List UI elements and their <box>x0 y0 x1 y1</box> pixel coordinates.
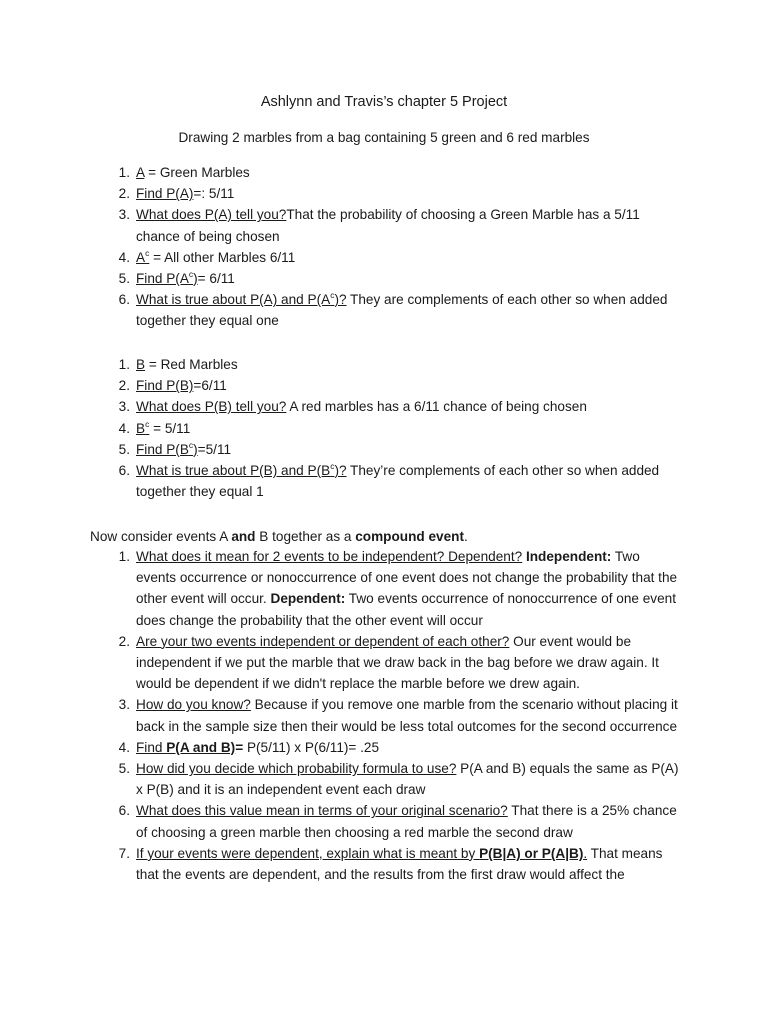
question-text-part: What is true about P(A) and P(A <box>136 292 331 308</box>
question-text-part: ) <box>193 441 198 457</box>
intro-text: B together as a <box>255 529 356 544</box>
question-text: What does it mean for 2 events to be independent? Dependent? <box>136 549 523 564</box>
list-number: 4. <box>118 249 130 265</box>
answer-text: = Green Marbles <box>144 165 250 180</box>
list-item <box>110 737 680 758</box>
question-text-part: B <box>136 420 146 436</box>
list-number: 6. <box>118 292 130 308</box>
document-subtitle: Drawing 2 marbles from a bag containing 5 green and 6 red marbles <box>178 130 590 145</box>
answer-text: P(A and B) equals the same as P(A) x P(B) and it is an independent event each draw <box>136 761 679 798</box>
list-item <box>110 354 680 375</box>
equals-sign: = <box>235 739 244 755</box>
answer-text: Because if you remove one marble from the scenario without placing it back in the sample size then their would be less total outcomes for the second occurrence <box>136 697 678 734</box>
answer-text: = 6/11 <box>197 271 235 287</box>
list-number: 6. <box>118 463 130 479</box>
answer-text: Two events occurrence or nonoccurrence of one event does not change the probability that the other event will occur. <box>136 549 678 607</box>
document-title: Ashlynn and Travis’s chapter 5 Project <box>260 94 508 110</box>
list-item <box>110 800 680 842</box>
answer-text: = 5/11 <box>149 420 191 436</box>
question-text-part: . <box>583 845 588 861</box>
complement-superscript: c <box>188 269 194 280</box>
answer-text: They’re complements of each other so when added together they equal 1 <box>136 463 660 500</box>
question-bold-text: P(B|A) or P(A|B) <box>479 845 584 861</box>
answer-text: = Red Marbles <box>145 357 238 372</box>
complement-superscript: c <box>330 461 335 472</box>
answer-text: That the probability of choosing a Green Marble has a 5/11 chance of being chosen <box>136 207 640 244</box>
list-item <box>110 439 680 460</box>
term-label: Dependent: <box>270 591 346 607</box>
term-label: Independent: <box>522 549 612 564</box>
list-number: 6. <box>118 803 130 819</box>
question-text-part: Find <box>136 739 167 755</box>
answer-text: That means that the events are dependent, and the results from the first draw would affect the <box>136 845 663 883</box>
list-number: 1. <box>118 357 130 372</box>
list-number: 4. <box>118 739 130 755</box>
answer-text: =5/11 <box>197 441 232 457</box>
list-item <box>110 418 680 439</box>
list-number: 2. <box>118 378 130 394</box>
complement-superscript: c <box>145 247 150 258</box>
answer-text: Our event would be independent if we put the marble that we draw back in the bag before we draw again. It would be dependent if we didn't replace the marble before we drew again. <box>136 633 659 692</box>
list-number: 2. <box>118 186 130 202</box>
question-text <box>136 846 587 861</box>
intro-bold-text: compound event <box>355 529 464 544</box>
question-text: A <box>136 165 145 180</box>
answer-text: That there is a 25% chance of choosing a green marble then choosing a red marble the second draw <box>136 803 677 840</box>
list-number: 7. <box>118 845 130 861</box>
question-text: What does P(A) tell you? <box>136 207 287 223</box>
answer-text: Two events occurrence of nonoccurrence of one event does change the probability that the other event will occur <box>136 591 676 628</box>
question-text <box>136 247 150 265</box>
question-text <box>136 271 198 286</box>
complement-superscript: c <box>330 290 335 301</box>
question-text: Find P(B) <box>136 378 194 394</box>
list-item <box>110 843 680 885</box>
answer-text: = All other Marbles 6/11 <box>149 249 296 265</box>
question-text-part: What is true about P(B) and P(B <box>136 463 331 479</box>
list-item <box>110 460 680 502</box>
question-text: Are your two events independent or dependent of each other? <box>136 633 510 649</box>
list-item <box>110 631 680 695</box>
complement-superscript: c <box>145 418 150 429</box>
question-text-part: If your events were dependent, explain what is meant by <box>136 845 480 861</box>
list-item <box>110 204 680 246</box>
question-text: What does P(B) tell you? <box>136 399 287 415</box>
question-text: What does this value mean in terms of your original scenario? <box>136 803 508 819</box>
question-text: How did you decide which probability formula to use? <box>136 761 457 777</box>
question-text: How do you know? <box>136 697 251 713</box>
question-text <box>136 439 198 457</box>
list-item <box>110 758 680 800</box>
question-text-part: Find P(B <box>136 441 189 457</box>
list-number: 2. <box>118 633 130 649</box>
intro-text: Now consider events A <box>90 529 232 544</box>
list-number: 4. <box>118 420 130 436</box>
answer-text: =6/11 <box>193 378 227 394</box>
list-number: 3. <box>118 399 130 415</box>
intro-bold-text: and <box>231 529 256 544</box>
list-item <box>110 268 680 289</box>
list-item <box>110 289 680 331</box>
compound-event-intro <box>90 526 468 547</box>
list-item <box>110 183 680 204</box>
question-text-part: ) <box>193 271 198 287</box>
answer-text: P(5/11) x P(6/11)= .25 <box>243 739 380 755</box>
list-number: 3. <box>118 697 130 713</box>
event-a-list <box>110 162 680 332</box>
answer-text: =: 5/11 <box>193 186 235 202</box>
list-number: 1. <box>118 549 130 564</box>
answer-text: A red marbles has a 6/11 chance of being chosen <box>286 399 587 415</box>
list-item <box>110 694 680 736</box>
question-text <box>136 418 150 436</box>
list-number: 5. <box>118 761 130 777</box>
question-bold-text: P(A and B) <box>166 739 236 755</box>
question-text <box>136 740 235 755</box>
list-item <box>110 396 680 417</box>
list-item <box>110 162 680 183</box>
complement-superscript: c <box>188 439 194 450</box>
question-text <box>136 463 347 478</box>
compound-event-list <box>110 546 680 885</box>
event-b-list <box>110 354 680 502</box>
list-number: 3. <box>118 207 130 223</box>
question-text: Find P(A) <box>136 186 194 202</box>
question-text-part: A <box>136 249 146 265</box>
list-number: 5. <box>118 441 130 457</box>
list-number: 1. <box>118 165 130 180</box>
intro-text: . <box>464 529 468 544</box>
list-item <box>110 247 680 268</box>
question-text <box>136 292 347 307</box>
answer-text: They are complements of each other so when added together they equal one <box>136 292 668 329</box>
list-number: 5. <box>118 271 130 287</box>
question-text-part: Find P(A <box>136 271 189 287</box>
question-text-part: )? <box>334 463 347 479</box>
list-item <box>110 375 680 396</box>
list-item <box>110 546 680 631</box>
question-text-part: )? <box>334 292 347 308</box>
question-text: B <box>136 357 146 372</box>
